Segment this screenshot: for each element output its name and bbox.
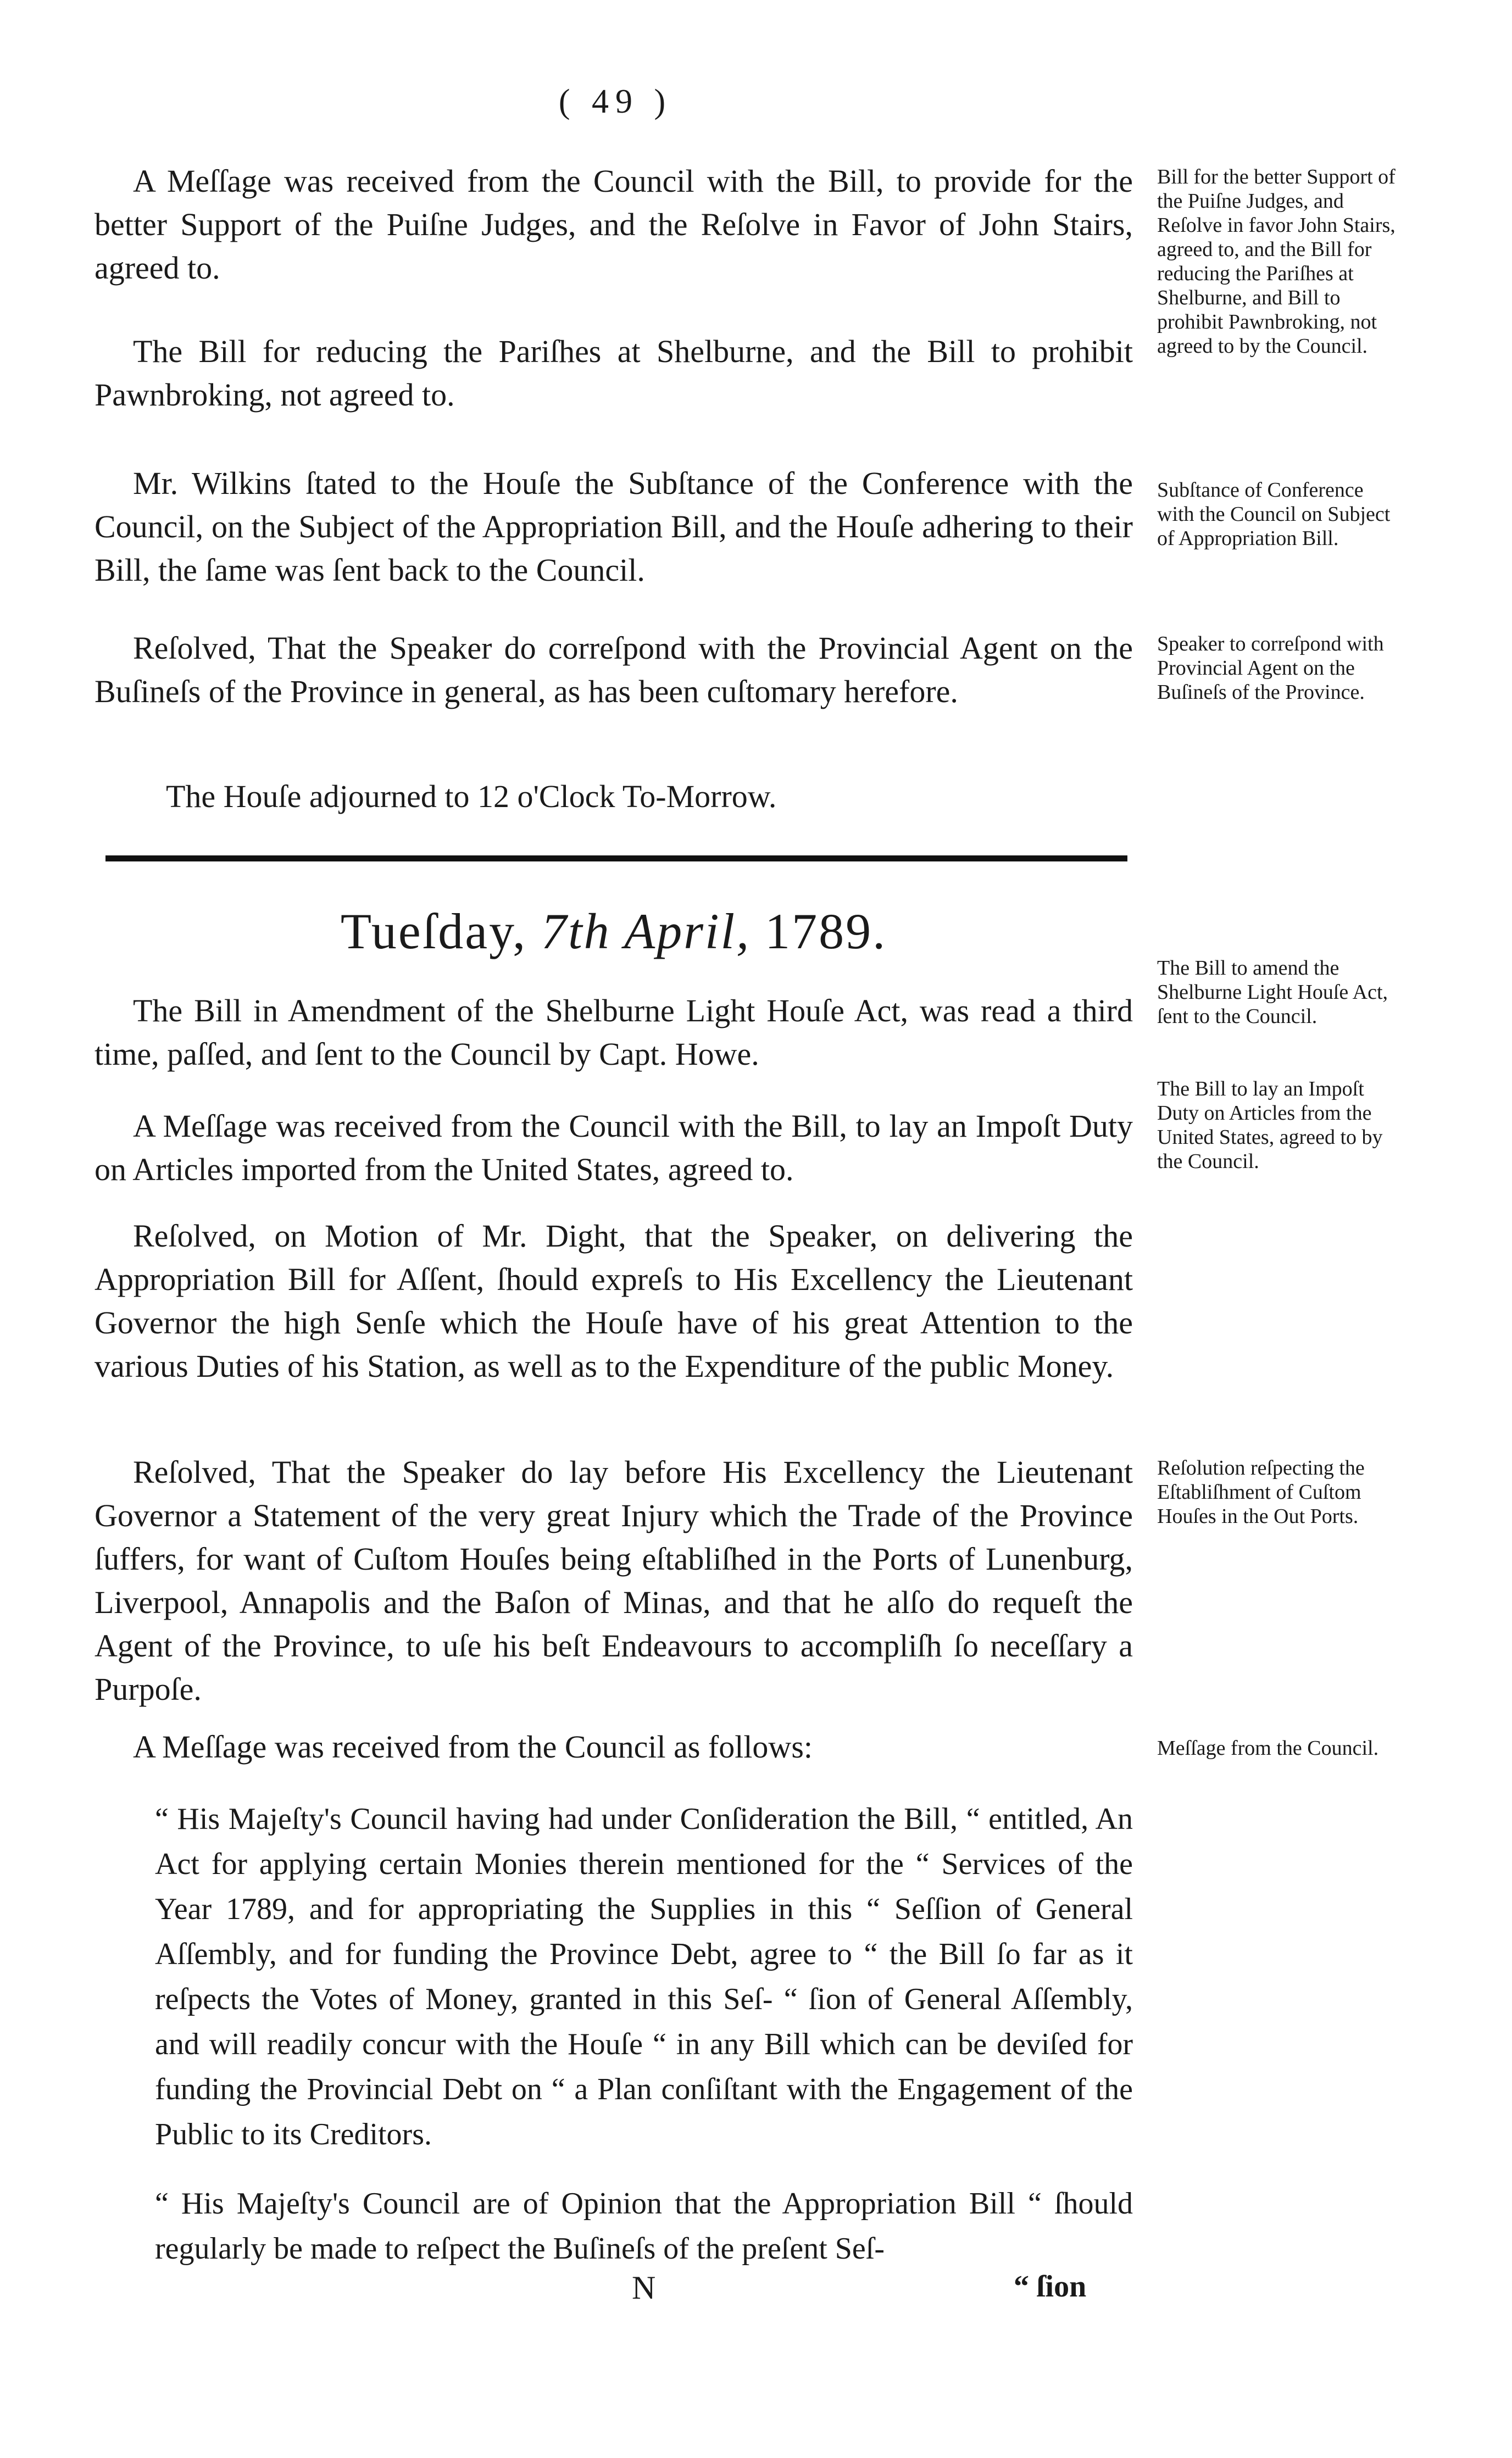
- margin-note-speaker-agent: Speaker to correſpond with Provincial Agent on the Buſineſs of the Province.: [1157, 632, 1384, 704]
- paragraph-council-message-follows: A Meſſage was received from the Council as follows:: [133, 1729, 813, 1765]
- quoted-council-message: “ His Majeſty's Council having had under Conſideration the Bill, “ entitled, An Act for applying certain Monies therein mentioned for the “ Services of the Year 1789, and for appropriating the Supplies in this “ Seſſion of General Aſſembly, and for funding the Province Debt, agree to “ the Bill ſo far as it reſpects the Votes of Money, granted in this Seſ- “ ſion of General Aſſembly, and will readily concur with the Houſe “ in any Bill which can be deviſed for funding the Provincial Debt on “ a Plan conſiſtant with the Engagement of the Public to its Creditors.: [155, 1802, 1133, 2151]
- heading-year: 1789.: [765, 903, 887, 959]
- paragraph-speaker-correspond: Reſolved, That the Speaker do correſpond with the Provincial Agent on the Buſineſs of the Province in general, as has been cuſtomary herefore.: [94, 630, 1133, 709]
- margin-note-bills-council: Bill for the better Support of the Puiſne Judges, and Reſolve in favor John Stairs, agreed to, and the Bill for reducing the Pariſhes at Shelburne, and Bill to prohibit Pawnbroking, not agreed to by the Council.: [1157, 165, 1396, 358]
- catchword: “ ſion: [1014, 2270, 1087, 2304]
- paragraph-bills-not-agreed: The Bill for reducing the Pariſhes at Shelburne, and the Bill to prohibit Pawnbroking, not agreed to.: [94, 333, 1133, 413]
- section-divider-rule: [105, 855, 1127, 861]
- margin-note-custom-houses: Reſolution reſpecting the Eſtabliſhment of Cuſtom Houſes in the Out Ports.: [1157, 1456, 1365, 1528]
- margin-note-lighthouse-bill: The Bill to amend the Shelburne Light Houſe Act, ſent to the Council.: [1157, 956, 1388, 1028]
- margin-note-conference: Subſtance of Conference with the Council on Subject of Appropriation Bill.: [1157, 479, 1391, 550]
- date-heading: [94, 901, 1133, 961]
- paragraph-council-message-judges: A Meſſage was received from the Council with the Bill, to provide for the better Support of the Puiſne Judges, and the Reſolve in Favor of John Stairs, agreed to.: [94, 163, 1133, 286]
- signature-mark: N: [632, 2270, 656, 2306]
- heading-day: Tueſday,: [340, 903, 527, 959]
- paragraph-lighthouse-bill: The Bill in Amendment of the Shelburne Light Houſe Act, was read a third time, paſſed, and ſent to the Council by Capt. Howe.: [94, 993, 1133, 1072]
- paragraph-adjournment: The Houſe adjourned to 12 o'Clock To-Morrow.: [166, 778, 777, 814]
- paragraph-impost-duty: A Meſſage was received from the Council with the Bill, to lay an Impoſt Duty on Articles imported from the United States, agreed to.: [94, 1108, 1133, 1187]
- margin-note-council-message: Meſſage from the Council.: [1157, 1737, 1379, 1760]
- paragraph-resolved-custom-houses: Reſolved, That the Speaker do lay before His Excellency the Lieutenant Governor a Statement of the very great Injury which the Trade of the Province ſuffers, for want of Cuſtom Houſes being eſtabliſhed in the Ports of Lunenburg, Liverpool, Annapolis and the Baſon of Minas, and that he alſo do requeſt the Agent of the Province, to uſe his beſt Endeavours to accompliſh ſo neceſſary a Purpoſe.: [94, 1454, 1133, 1707]
- page-number: ( 49 ): [558, 83, 672, 120]
- margin-note-impost-duty: The Bill to lay an Impoſt Duty on Articles from the United States, agreed to by the Council.: [1157, 1077, 1383, 1173]
- paragraph-conference-substance: Mr. Wilkins ſtated to the Houſe the Subſtance of the Conference with the Council, on the Subject of the Appropriation Bill, and the Houſe adhering to their Bill, the ſame was ſent back to the Council.: [94, 465, 1133, 588]
- quoted-council-opinion: “ His Majeſty's Council are of Opinion that the Appropriation Bill “ ſhould regularly be made to reſpect the Buſineſs of the preſent Seſ-: [155, 2187, 1133, 2266]
- heading-date: 7th April,: [541, 903, 751, 959]
- paragraph-resolved-dight: Reſolved, on Motion of Mr. Dight, that the Speaker, on delivering the Appropriation Bill for Aſſent, ſhould expreſs to His Excellency the Lieutenant Governor the high Senſe which the Houſe have of his great Attention to the various Duties of his Station, as well as to the Expenditure of the public Money.: [94, 1218, 1133, 1384]
